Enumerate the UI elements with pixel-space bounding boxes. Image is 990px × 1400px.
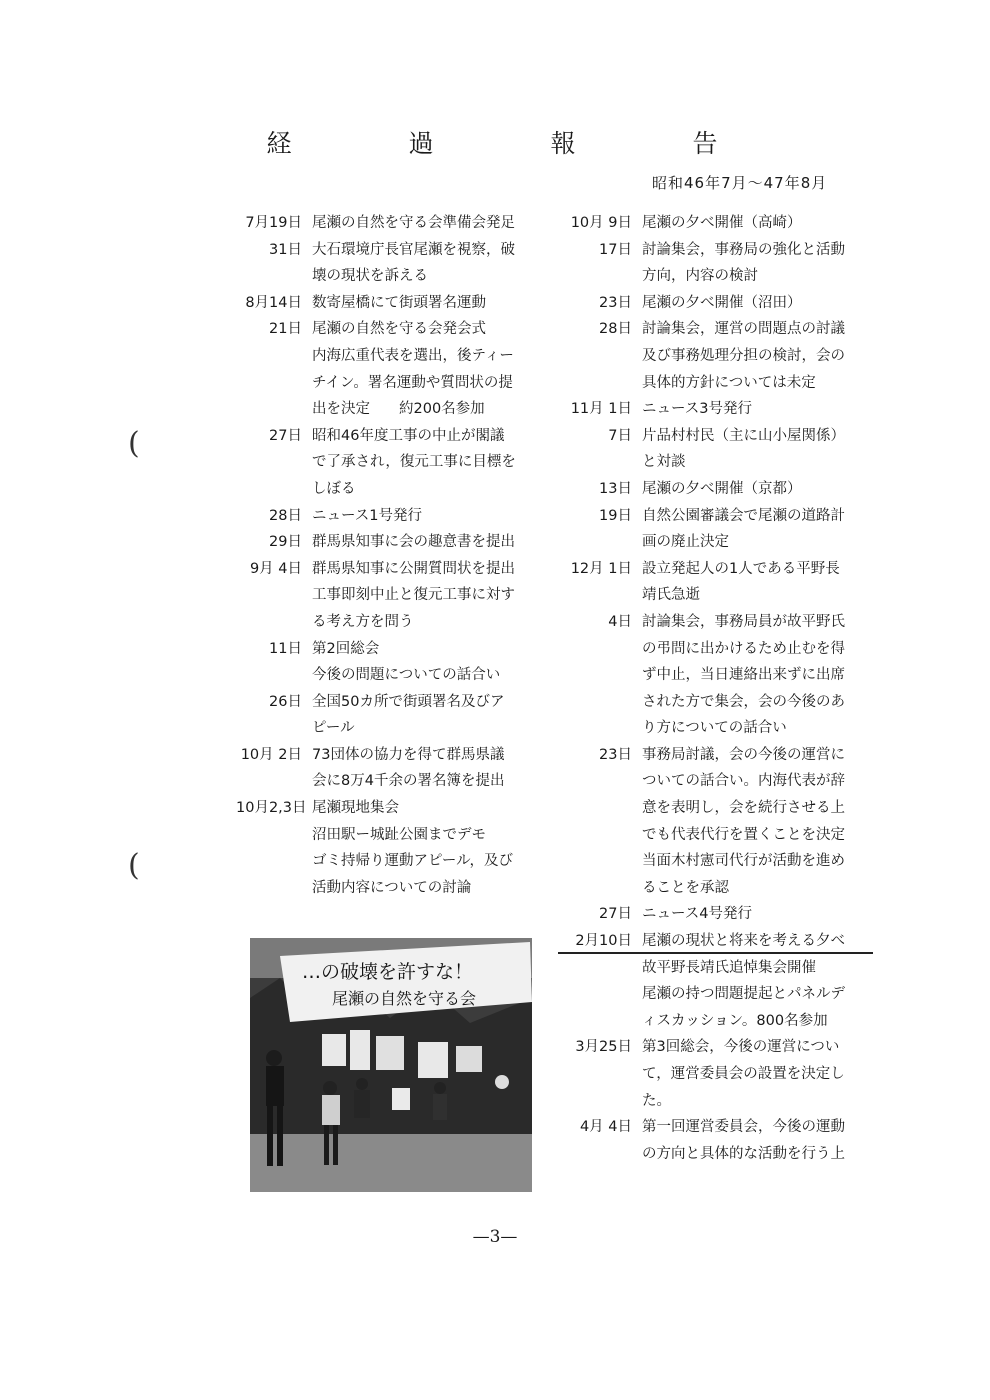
timeline-entry [568, 210, 878, 237]
entry-line: 尾瀬の自然を守る会準備会発足 [312, 215, 515, 231]
entry-line: 壊の現状を訴える [312, 268, 428, 285]
entry-line: 片品村村民（主に山小屋関係） [642, 427, 845, 444]
entry-text [312, 636, 536, 689]
entry-text [312, 237, 536, 290]
entry-date: 10月2,3日 [236, 800, 307, 817]
entry-line: 事務局討議，会の今後の運営に [642, 746, 845, 763]
entry-line: 内海広重代表を選出，後ティー [312, 347, 514, 364]
entry-line: 73団体の協力を得て群馬県議 [312, 746, 505, 763]
timeline-entry [568, 423, 878, 476]
entry-line: 尾瀬の夕べ開催（沼田） [642, 294, 802, 311]
entry-date: 27日 [599, 906, 632, 923]
entry-line: ず中止，当日連絡出来ずに出席 [642, 667, 845, 684]
timeline-entry [568, 609, 878, 742]
entry-text [642, 237, 878, 290]
entry-text [312, 795, 536, 901]
timeline-entry [236, 423, 536, 503]
timeline-entry [568, 476, 878, 503]
entry-line: 靖氏急逝 [642, 587, 700, 604]
entry-text [642, 742, 878, 902]
entry-line: 尾瀬の夕べ開催（高崎） [642, 215, 802, 231]
entry-line: 群馬県知事に会の趣意書を提出 [312, 534, 515, 551]
banner-text-2: 尾瀬の自然を守る会 [332, 989, 477, 1008]
timeline-entry [236, 210, 536, 237]
entry-line: でも代表代行を置くことを決定 [642, 826, 845, 843]
entry-line: 自然公園審議会で尾瀬の道路計 [642, 507, 845, 524]
entry-date: 26日 [269, 693, 302, 710]
entry-line: 工事即刻中止と復元工事に対す [312, 587, 515, 604]
entry-line: 群馬県知事に公開質問状を提出 [312, 560, 515, 577]
bracket-mark-2: ( [128, 848, 140, 883]
timeline-entry [568, 290, 878, 317]
timeline-entry [236, 795, 536, 901]
timeline-entry [568, 901, 878, 928]
entry-date: 7日 [608, 427, 632, 444]
entry-line: ることを承認 [642, 879, 729, 896]
entry-line: 今後の問題についての話合い [312, 667, 501, 684]
entry-date: 10月 2日 [240, 746, 302, 763]
entry-line: た。 [642, 1092, 671, 1109]
entry-line: 方向，内容の検討 [642, 268, 758, 285]
entry-date: 10月 9日 [570, 215, 632, 231]
entry-text [642, 901, 878, 928]
entry-line: 討論集会，事務局の強化と活動 [642, 241, 845, 258]
timeline-entry [568, 396, 878, 423]
entry-line: 具体的方針については未定 [642, 374, 816, 391]
entry-line: 活動内容についての討論 [312, 879, 472, 896]
entry-line: ニュース3号発行 [642, 401, 752, 418]
entry-text [642, 290, 878, 317]
entry-line: しぼる [312, 480, 356, 497]
timeline-entry [568, 928, 878, 1034]
entry-date: 29日 [269, 534, 302, 551]
entry-line: 設立発起人の1人である平野長 [642, 560, 840, 577]
entry-line: された方で集会，会の今後のあ [642, 693, 845, 710]
timeline-entry [568, 1114, 878, 1167]
entry-date: 27日 [269, 427, 302, 444]
entry-line: と対談 [642, 454, 686, 471]
entry-line: 尾瀬の現状と将来を考える夕べ [642, 933, 845, 950]
entry-date: 31日 [269, 241, 302, 258]
entry-text [312, 210, 536, 237]
entry-text [312, 503, 536, 530]
entry-line: ニュース4号発行 [642, 906, 752, 923]
entry-line: ピール [312, 720, 355, 737]
left-column [236, 210, 536, 901]
entry-line: 尾瀬の夕べ開催（京都） [642, 480, 802, 497]
timeline-entry [568, 1034, 878, 1114]
entry-line: 会に8万4千余の署名簿を提出 [312, 773, 505, 790]
entry-date: 28日 [599, 321, 632, 338]
entry-text [642, 609, 878, 742]
timeline-entry [236, 689, 536, 742]
entry-text [642, 210, 878, 237]
entry-text [642, 556, 878, 609]
entry-text [642, 503, 878, 556]
entry-text [642, 396, 878, 423]
entry-line: 尾瀬の持つ問題提起とパネルデ [642, 986, 845, 1003]
entry-date: 23日 [599, 746, 632, 763]
entry-text [312, 290, 536, 317]
banner-text-1: …の破壊を許すな！ [302, 961, 474, 983]
entry-date: 19日 [599, 507, 632, 524]
entry-text [312, 316, 536, 422]
entry-text [312, 742, 536, 795]
entry-date: 3月25日 [575, 1039, 632, 1056]
entry-line: ニュース1号発行 [312, 507, 422, 524]
entry-date: 13日 [599, 480, 632, 497]
entry-line: チイン。署名運動や質問状の提 [312, 374, 513, 391]
entry-date: 9月 4日 [249, 560, 302, 577]
entry-line: 及び事務処理分担の検討，会の [642, 347, 845, 364]
entry-text [642, 316, 878, 396]
timeline-entry [236, 503, 536, 530]
entry-line: ついての話合い。内海代表が辞 [642, 773, 845, 790]
entry-text [642, 1034, 878, 1114]
entry-text [642, 928, 878, 1034]
entry-line: て，運営委員会の設置を決定し [642, 1066, 845, 1082]
entry-text [642, 423, 878, 476]
timeline-entry [236, 529, 536, 556]
entry-text [312, 689, 536, 742]
entry-date: 12月 1日 [570, 560, 632, 577]
timeline-entry [568, 556, 878, 609]
entry-line: 大石環境庁長官尾瀬を視察，破 [312, 241, 515, 258]
entry-date: 4日 [608, 613, 632, 630]
page-title: 経 過 報 告 [266, 129, 764, 158]
entry-line: 画の廃止決定 [642, 534, 729, 551]
entry-date: 4月 4日 [579, 1119, 632, 1136]
entry-line: 当面木村憲司代行が活動を進め [642, 853, 845, 870]
entry-text [312, 556, 536, 636]
entry-line: の弔問に出かけるため止むを得 [642, 640, 845, 657]
timeline-entry [568, 503, 878, 556]
entry-text [642, 1114, 878, 1167]
timeline-entry [568, 237, 878, 290]
entry-line: 出を決定 約200名参加 [312, 401, 485, 418]
entry-line: ゴミ持帰り運動アピール，及び [312, 853, 513, 870]
timeline-entry [236, 290, 536, 317]
entry-line: 尾瀬の自然を守る会発会式 [312, 321, 486, 338]
entry-line: 昭和46年度工事の中止が閣議 [312, 427, 505, 444]
entry-date: 21日 [269, 321, 302, 338]
entry-line: 意を表明し，会を続行させる上 [642, 800, 845, 817]
entry-line: 第一回運営委員会，今後の運動 [642, 1119, 845, 1136]
timeline-entry [568, 742, 878, 902]
entry-line: 全国50カ所で街頭署名及びア [312, 693, 505, 710]
entry-date: 28日 [269, 507, 302, 524]
timeline-entry [236, 636, 536, 689]
entry-line: ィスカッション。800名参加 [642, 1012, 828, 1029]
report-period: 昭和46年7月〜47年8月 [652, 174, 828, 192]
timeline-entry [236, 742, 536, 795]
right-column [568, 210, 878, 1167]
entry-text [312, 423, 536, 503]
entry-line: 討論集会，運営の問題点の討議 [642, 321, 845, 338]
timeline-entry [568, 316, 878, 396]
timeline-entry [236, 556, 536, 636]
section-divider-line [558, 952, 873, 954]
entry-date: 17日 [599, 241, 632, 258]
entry-date: 2月10日 [575, 933, 632, 950]
entry-date: 23日 [599, 294, 632, 311]
demonstration-photo [250, 938, 532, 1192]
entry-line: り方についての話合い [642, 720, 787, 737]
entry-line: で了承され，復元工事に目標を [312, 454, 516, 471]
entry-line: の方向と具体的な活動を行う上 [642, 1145, 845, 1162]
entry-line: 尾瀬現地集会 [312, 800, 399, 817]
entry-line: る考え方を問う [312, 613, 414, 630]
entry-line: 第2回総会 [312, 640, 380, 657]
entry-date: 11日 [269, 640, 302, 657]
timeline-entry [236, 237, 536, 290]
bracket-mark-1: ( [128, 426, 140, 461]
entry-text [642, 476, 878, 503]
entry-line: 討論集会，事務局員が故平野氏 [642, 613, 845, 630]
entry-line: 沼田駅ー城趾公園までデモ [312, 826, 486, 843]
entry-line: 故平野長靖氏追悼集会開催 [642, 959, 816, 976]
entry-date: 11月 1日 [570, 401, 632, 418]
entry-date: 7月19日 [245, 215, 302, 231]
page-number: —3— [472, 1227, 518, 1247]
entry-line: 第3回総会，今後の運営につい [642, 1039, 840, 1056]
entry-line: 数寄屋橋にて街頭署名運動 [312, 294, 486, 311]
entry-text [312, 529, 536, 556]
entry-date: 8月14日 [245, 294, 302, 311]
timeline-entry [236, 316, 536, 422]
